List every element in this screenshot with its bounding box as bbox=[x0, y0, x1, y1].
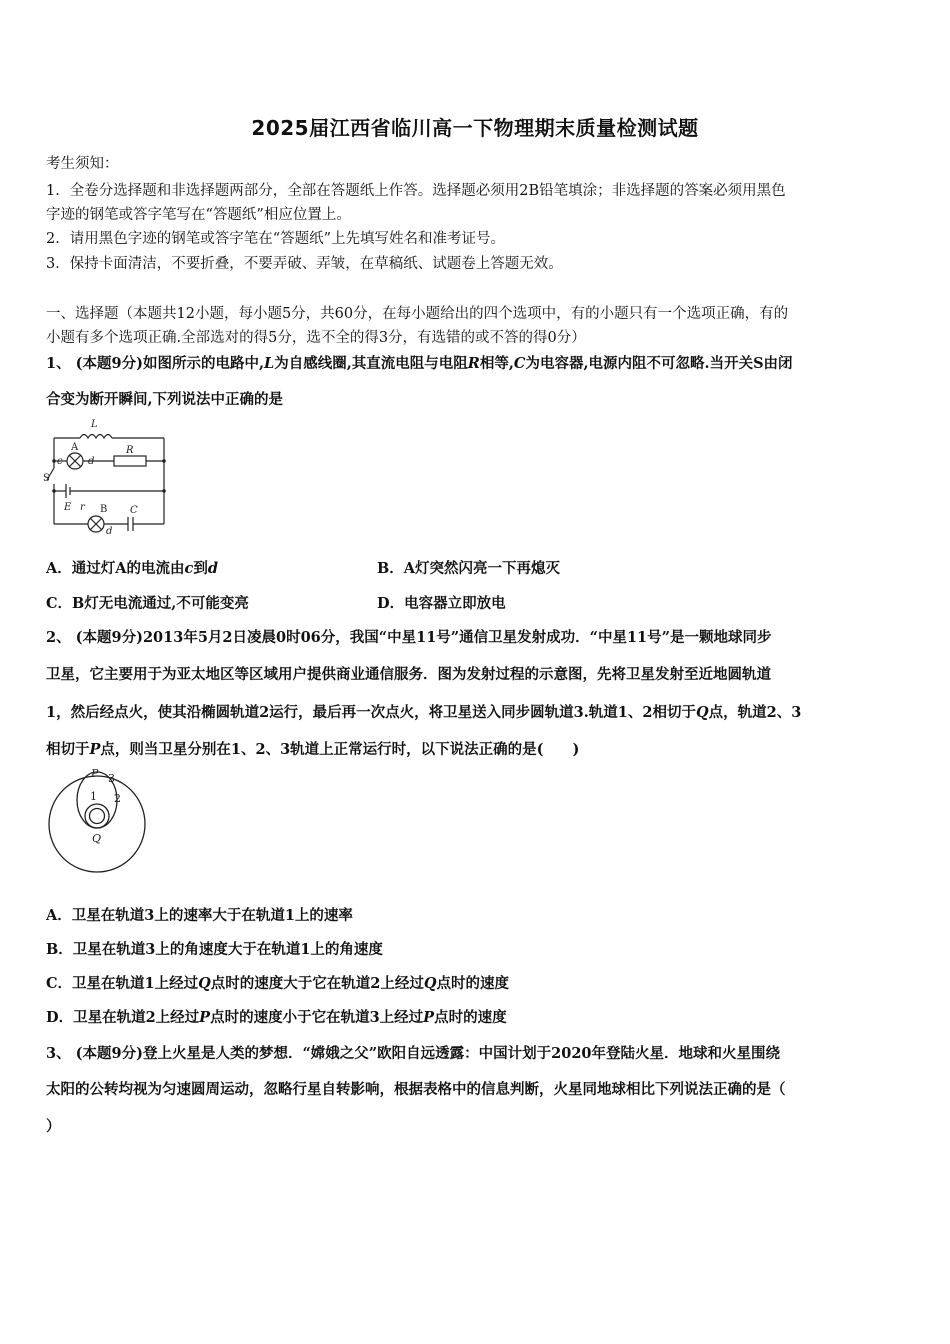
question-1-line2: 合变为断开瞬间,下列说法中正确的是 bbox=[46, 391, 284, 408]
label-orbit-1: 1 bbox=[90, 790, 97, 803]
question-number: 1、 bbox=[46, 355, 71, 372]
question-text: 如图所示的电路中, bbox=[142, 355, 265, 372]
notice-item: 1．全卷分选择题和非选择题两部分，全部在答题纸上作答。选择题必须用2B铅笔填涂；非选择题的答案必须用黑色 bbox=[46, 183, 786, 199]
label-P: P bbox=[91, 767, 99, 780]
section-heading: 一、选择题（本题共12小题，每小题5分，共60分，在每小题给出的四个选项中，有的小题只有一个选项正确，有的 bbox=[46, 306, 789, 322]
question-number: 3、 bbox=[46, 1045, 71, 1062]
option-text: D．卫星在轨道2上经过 bbox=[46, 1009, 200, 1026]
notice-item: 3．保持卡面清洁，不要折叠，不要弄破、弄皱，在草稿纸、试题卷上答题无效。 bbox=[46, 256, 563, 272]
q2-option-a: A．卫星在轨道3上的速率大于在轨道1上的速率 bbox=[46, 907, 353, 924]
q1-option-b: B．A灯突然闪亮一下再熄灭 bbox=[377, 560, 561, 577]
question-text: 2013年5月2日凌晨0时06分，我国“中星11号”通信卫星发射成功．“中星11号”是一颗地球同步 bbox=[142, 629, 772, 646]
question-text: 登上火星是人类的梦想．“嫦娥之父”欧阳自远透露：中国计划于2020年登陆火星．地球和火星围绕 bbox=[142, 1045, 781, 1062]
q2-option-c bbox=[46, 972, 509, 993]
section-heading-cont: 小题有多个选项正确.全部选对的得5分，选不全的得3分，有选错的或不答的得0分） bbox=[46, 330, 586, 346]
option-text: 到 bbox=[193, 560, 208, 577]
question-text: 为自感线圈,其直流电阻与电阻 bbox=[274, 355, 468, 372]
notice-item: 字迹的钢笔或答字笔写在“答题纸”相应位置上。 bbox=[46, 207, 351, 223]
symbol-P: P bbox=[423, 1009, 435, 1026]
q1-option-a bbox=[46, 557, 218, 578]
question-text: 相等, bbox=[479, 355, 514, 372]
question-number: 2、 bbox=[46, 629, 71, 646]
label-d: d bbox=[88, 456, 95, 467]
label-E: E bbox=[64, 502, 72, 513]
circuit-diagram bbox=[44, 418, 174, 538]
symbol-C: C bbox=[513, 355, 526, 372]
question-2-line2: 卫星，它主要用于为亚太地区等区域用户提供商业通信服务．图为发射过程的示意图，先将卫星发射至近地圆轨道 bbox=[46, 666, 771, 683]
question-score: (本题9分) bbox=[75, 629, 143, 646]
notice-heading: 考生须知： bbox=[46, 156, 119, 172]
label-Q: Q bbox=[92, 832, 102, 845]
label-d2: d bbox=[106, 526, 113, 537]
symbol-P: P bbox=[199, 1009, 211, 1026]
label-r: r bbox=[80, 502, 85, 513]
symbol-Q: Q bbox=[696, 704, 709, 721]
label-A: A bbox=[71, 442, 79, 453]
question-2-line3 bbox=[46, 701, 906, 722]
option-text: 点时的速度 bbox=[436, 975, 510, 992]
option-text: 点时的速度 bbox=[434, 1009, 507, 1026]
orbit-diagram bbox=[44, 766, 154, 878]
label-c: c bbox=[57, 456, 63, 467]
question-text: 相切于 bbox=[46, 741, 90, 758]
question-score: (本题9分) bbox=[75, 1045, 143, 1062]
q2-option-b: B．卫星在轨道3上的角速度大于在轨道1上的角速度 bbox=[46, 941, 383, 958]
question-text: 1，然后经点火，使其沿椭圆轨道2运行，最后再一次点火，将卫星送入同步圆轨道3.轨道1、2相切于 bbox=[46, 704, 696, 721]
symbol-Q: Q bbox=[423, 975, 437, 992]
label-R: R bbox=[126, 445, 134, 456]
symbol-Q: Q bbox=[198, 975, 211, 992]
notice-item: 2．请用黑色字迹的钢笔或答字笔在“答题纸”上先填写姓名和准考证号。 bbox=[46, 231, 506, 247]
question-3-line2: 太阳的公转均视为匀速圆周运动，忽略行星自转影响，根据表格中的信息判断，火星同地球相比下列说法正确的是（ bbox=[46, 1081, 786, 1098]
symbol-P: P bbox=[89, 741, 101, 758]
question-text: 为电容器,电源内阻不可忽略.当开关S由闭 bbox=[525, 355, 793, 372]
symbol-R: R bbox=[467, 355, 480, 372]
q1-option-c: C．B灯无电流通过,不可能变亮 bbox=[46, 595, 249, 612]
question-text: 点，轨道2、3 bbox=[708, 704, 802, 721]
question-text: 点，则当卫星分别在1、2、3轨道上正常运行时，以下说法正确的是( ) bbox=[100, 741, 580, 758]
page-title: 2025届江西省临川高一下物理期末质量检测试题 bbox=[251, 116, 699, 140]
symbol-c: c bbox=[184, 560, 194, 577]
label-orbit-3: 3 bbox=[108, 772, 115, 785]
symbol-d: d bbox=[207, 560, 218, 577]
option-text: 点时的速度小于它在轨道3上经过 bbox=[210, 1009, 424, 1026]
question-3-line3: ） bbox=[46, 1118, 61, 1135]
symbol-L: L bbox=[264, 355, 275, 372]
q2-option-d bbox=[46, 1006, 507, 1027]
option-text: C．卫星在轨道1上经过 bbox=[46, 975, 199, 992]
option-text: A．通过灯A的电流由 bbox=[46, 560, 185, 577]
label-S: S bbox=[43, 473, 50, 484]
q1-option-d: D．电容器立即放电 bbox=[377, 595, 506, 612]
question-score: (本题9分) bbox=[75, 355, 143, 372]
question-2-line1 bbox=[46, 626, 906, 647]
label-B: B bbox=[100, 504, 108, 515]
question-2-line4 bbox=[46, 738, 906, 759]
label-C: C bbox=[130, 505, 138, 516]
question-3-line1 bbox=[46, 1042, 906, 1063]
label-orbit-2: 2 bbox=[114, 792, 121, 805]
label-L: L bbox=[91, 419, 98, 430]
option-text: 点时的速度大于它在轨道2上经过 bbox=[210, 975, 424, 992]
question-1-line1 bbox=[46, 352, 906, 373]
